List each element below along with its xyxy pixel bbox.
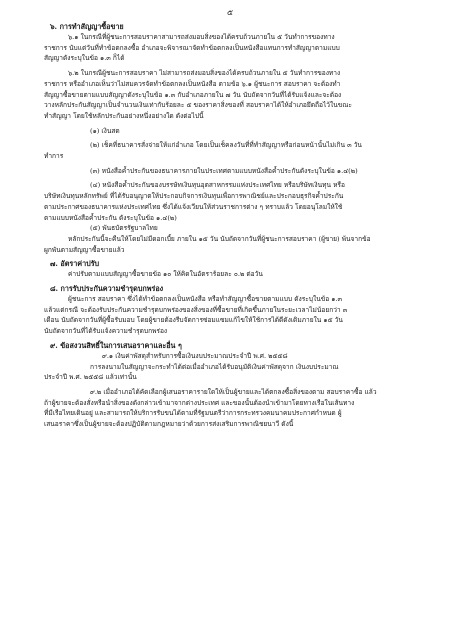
- body-text-line: วางหลักประกันสัญญาเป็นจำนวนเงินเท่ากับร้อยละ ๕ ของราคาสิ่งของที่ สอบราคาได้ให้อำเภอยึดถือไว้ในขณะ: [44, 101, 352, 110]
- body-text-line: แล้วแต่กรณี จะต้องรับประกันความชำรุดบกพร่องของสิ่งของที่ซื้อขายที่เกิดขึ้นภายในระยะเวลาไม่น้อยกว่า ๓: [44, 305, 348, 314]
- body-text-line: สัญญาดังระบุในข้อ ๑.๓ ก็ได้: [44, 54, 125, 63]
- body-text-line: ๖.๒ ในกรณีผู้ชนะการสอบราคา ไม่สามารถส่งมอบสิ่งของได้ครบถ้วนภายใน ๕ วันทำการของทาง: [68, 69, 341, 78]
- body-text-line: นับถัดจากวันที่ได้รับแจ้งความชำรุดบกพร่อง: [44, 327, 168, 336]
- body-text-line: ประจำปี พ.ศ. ๒๕๕๘ แล้วเท่านั้น: [44, 373, 137, 382]
- section-heading: ๗. อัตราค่าปรับ: [50, 259, 100, 269]
- body-text-line: (๔) หนังสือค้ำประกันของบรรษัทเงินทุนอุตสาหกรรมแห่งประเทศไทย หรือบริษัทเงินทุน หรือ: [90, 181, 345, 190]
- section-heading: ๘. การรับประกันความชำรุดบกพร่อง: [50, 284, 164, 294]
- page-number: ๕: [226, 8, 234, 17]
- body-text-line: ค่าปรับตามแบบสัญญาซื้อขายข้อ ๑๐ ให้คิดในอัตราร้อยละ ๐.๒ ต่อวัน: [68, 270, 263, 279]
- section-heading: ๖. การทำสัญญาซื้อขาย: [50, 22, 124, 31]
- body-text-line: (๑) เงินสด: [90, 126, 120, 135]
- body-text-line: (๒) เช็คที่ธนาคารสั่งจ่ายให้แก่อำเภอ โดยเป็นเช็คลงวันที่ที่ทำสัญญาหรือก่อนหน้านั้นไม่เกิน ๓ วัน: [90, 141, 362, 150]
- body-text-line: ๙.๒ เมื่ออำเภอได้คัดเลือกผู้เสนอราคารายใดให้เป็นผู้ขายและได้ตกลงซื้อสิ่งของตาม สอบราคาซื้อ แล้ว: [90, 387, 377, 396]
- body-text-line: หลักประกันนี้จะคืนให้โดยไม่มีดอกเบี้ย ภายใน ๑๕ วัน นับถัดจากวันที่ผู้ชนะการสอบราคา (ผู้ขาย) พ้นจากข้อ: [68, 234, 371, 243]
- section-heading: ๙. ข้อสงวนสิทธิ์ในการเสนอราคาและอื่น ๆ: [50, 340, 182, 350]
- body-text-line: ๖.๑ ในกรณีที่ผู้ชนะการสอบราคาสามารถส่งมอบสิ่งของได้ครบถ้วนภายใน ๕ วันทำการของทาง: [68, 33, 335, 41]
- body-text-line: บริษัทเงินทุนหลักทรัพย์ ที่ได้รับอนุญาตให้ประกอบกิจการเงินทุนเพื่อการพาณิชย์และประกอบธุรกิจค้ำประกัน: [44, 192, 344, 201]
- body-text-line: ราชการ หรืออำเภอเห็นว่าไม่สมควรจัดทำข้อตกลงเป็นหนังสือ ตามข้อ ๖.๑ ผู้ชนะการ สอบราคา จะต้องทำ: [44, 79, 341, 88]
- body-text-line: เสนอราคาซึ่งเป็นผู้ขายจะต้องปฏิบัติตามกฎหมายว่าด้วยการส่งเสริมการพาณิชยนาวี ดังนี้: [44, 420, 294, 429]
- body-text-line: ที่มีเรือไทยเดินอยู่ และสามารถให้บริการรับขนได้ตามที่รัฐมนตรีว่าการกระทรวงคมนาคมประกาศกำหนด ผู้: [44, 409, 342, 418]
- body-text-line: ผูกพันตามสัญญาซื้อขายแล้ว: [44, 245, 125, 254]
- body-text-line: ราชการ นับแต่วันที่ทำข้อตกลงซื้อ อำเภอจะพิจารณาจัดทำข้อตกลงเป็นหนังสือแทนการทำสัญญาตามแบบ: [44, 43, 340, 52]
- body-text-line: (๓) หนังสือค้ำประกันของธนาคารภายในประเทศตามแบบหนังสือค้ำประกันดังระบุในข้อ ๑.๔(๒): [90, 166, 358, 175]
- body-text-line: (๕) พันธบัตรรัฐบาลไทย: [90, 224, 158, 233]
- body-text-line: ทำสัญญา โดยใช้หลักประกันอย่างหนึ่งอย่างใด ดังต่อไปนี้: [44, 111, 204, 120]
- body-text-line: สัญญาซื้อขายตามแบบสัญญาดังระบุในข้อ ๑.๓ กับอำเภอภายใน ๗ วัน นับถัดจากวันที่ได้รับแจ้งและจะต้อง: [44, 90, 342, 99]
- body-text-line: ผู้ชนะการ สอบราคา ซึ่งได้ทำข้อตกลงเป็นหนังสือ หรือทำสัญญาซื้อขายตามแบบ ดังระบุในข้อ ๑.๓: [68, 295, 343, 304]
- body-text-line: ๙.๑ เงินค่าพัสดุสำหรับการซื้อเงินงบประมาณประจำปี พ.ศ. ๒๕๕๘: [102, 351, 288, 360]
- body-text-line: ทำการ: [44, 152, 64, 161]
- body-text-line: การลงนามในสัญญาจะกระทำได้ต่อเมื่ออำเภอได้รับอนุมัติเงินค่าพัสดุจาก เงินงบประมาณ: [90, 362, 339, 371]
- body-text-line: ตามประกาศของธนาคารแห่งประเทศไทย ซึ่งได้แจ้งเวียนให้ส่วนราชการต่าง ๆ ทราบแล้ว โดยอนุโลมให้ใช้: [44, 202, 343, 211]
- body-text-line: ถ้าผู้ขายจะต้องสั่งหรือนำสิ่งของดังกล่าวเข้ามาจากต่างประเทศ และของนั้นต้องนำเข้ามาโดยทางเรือในเส้นทาง: [44, 398, 355, 407]
- document-body: [44, 21, 406, 430]
- body-text-line: ตามแบบหนังสือค้ำประกัน ดังระบุในข้อ ๑.๔(๒): [44, 213, 177, 222]
- body-text-line: เดือน นับถัดจากวันที่ผู้ซื้อรับมอบ โดยผู้ขายต้องรีบจัดการซ่อมแซมแก้ไขให้ใช้การได้ดีดังเดิมภายใน ๑๕ วัน: [44, 316, 343, 325]
